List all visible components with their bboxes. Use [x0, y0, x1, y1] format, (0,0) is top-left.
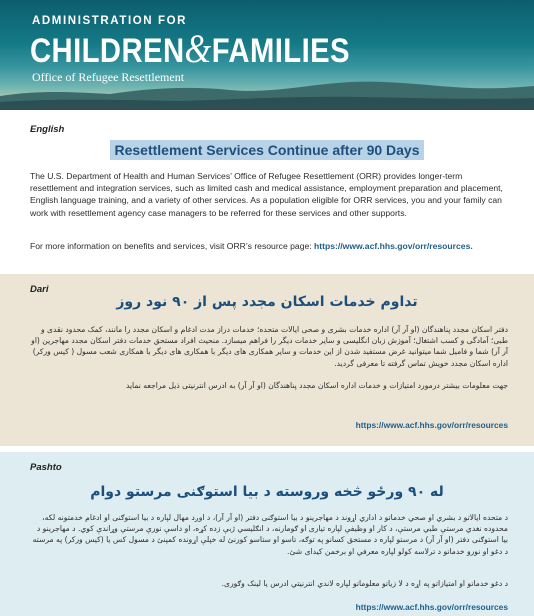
dari-body: دفتر اسکان مجدد پناهندگان (او آر آر) اداره خدمات بشری و صحی ایالات متحده؛ خدمات دراز مدت ادغام و اسکان مجدد را مانند، کمک محدود نقدی و طبی؛ آمادگی و کسب اشتغال؛ آموزش زبان انگلیسی و سایر خدمات دیگر را فراهم میسازد. منحیث افراد مستحق خدمات دفتر اسکان مجدد مهاجرین (او آر آر) شما و فامیل شما میتوانید غرض مستفید شدن از این خدمات و سایر همکاری های دیگر با همکاری های دیگر با همکاری شعب مسول ( کیس ورکر) اداره اسکان مجدد خویش تماس گرفته تا معرفی گردید.: [31, 325, 508, 368]
dari-resource-link[interactable]: https://www.acf.hhs.gov/orr/resources: [355, 420, 508, 430]
language-label-pashto: Pashto: [30, 462, 62, 473]
wordmark-ampersand: &: [184, 26, 212, 71]
pashto-more-info: د دغو خدماتو او امتیازاتو په اړه د لا زیاتو معلوماتو لپاره لاندي انترنیتي ادرس یا لینک وګوری.: [221, 579, 508, 588]
wordmark-families: FAMILIES: [211, 32, 351, 70]
dari-more-info: جهت معلومات بیشتر درمورد امتیازات و خدمات اداره اسکان مجدد پناهندگان (او آر آر) به ادرس انترنیتی ذیل مراجعه نماید: [125, 381, 508, 390]
dari-title: تداوم خدمات اسکان مجدد پس از ۹۰ نود روز: [116, 294, 418, 310]
english-section: [0, 110, 534, 268]
english-more-info-text: For more information on benefits and services, visit ORR’s resource page:: [30, 241, 315, 251]
pashto-body: د متحده ایالاتو د بشري او صحي خدماتو د اداري اړوند د مهاجرینو د بیا استوګنی دفتر (او آر آر)، د اوږد مهال لپاره د بیا استوګنی او ادغام خدمتونه لکه، محدوده نغدي مرستې طبي مرستې، د کار او وظیفې لپاره تیاری او ګومارنه، د انګلیسي ژبې زده کړه، او داسې نورې مرستې وړاندې کوي. د مهاجرینو د بیا استوګنی دفتر (او آر آر) د مرستو لپاره د مستحق کسانو په توګه، تاسو او ستاسو کورنئ له خپلې اړونده کمپنئ د مسول کس یا (کیس ورکر) په مرسته د دغو او نورو خدماتو د ترلاسه کولو لپاره معرفي او برخمن کیدای شئ.: [32, 513, 508, 556]
agency-logo-wordmark: [30, 26, 351, 71]
english-resource-link[interactable]: https://www.acf.hhs.gov/orr/resources.: [314, 241, 473, 251]
wordmark-children: CHILDREN: [30, 32, 185, 70]
dari-section: [0, 268, 534, 446]
pashto-section: [0, 446, 534, 616]
office-name: Office of Refugee Resettlement: [32, 70, 185, 84]
header-banner: [0, 0, 534, 110]
pashto-resource-link[interactable]: https://www.acf.hhs.gov/orr/resources: [355, 602, 508, 612]
language-label-english: English: [30, 124, 65, 135]
english-body: The U.S. Department of Health and Human Services’ Office of Refugee Resettlement (ORR) provides longer-term resettlement and integration services, such as limited cash and medical assistance, employment preparation and placement, English language training, and a variety of other services. As a population eligible for ORR services, you and your family can work with resettlement agency case managers to be referred for these services and other supports.: [30, 171, 503, 218]
english-title-wrap: [0, 140, 534, 160]
english-title: Resettlement Services Continue after 90 Days: [110, 140, 423, 160]
english-more-info: [30, 240, 508, 252]
agency-name-top: ADMINISTRATION FOR: [32, 15, 188, 27]
pashto-title: له ۹۰ ورځو څخه وروسته د بیا استوګنی مرستو دوام: [90, 484, 444, 500]
language-label-dari: Dari: [30, 284, 49, 295]
